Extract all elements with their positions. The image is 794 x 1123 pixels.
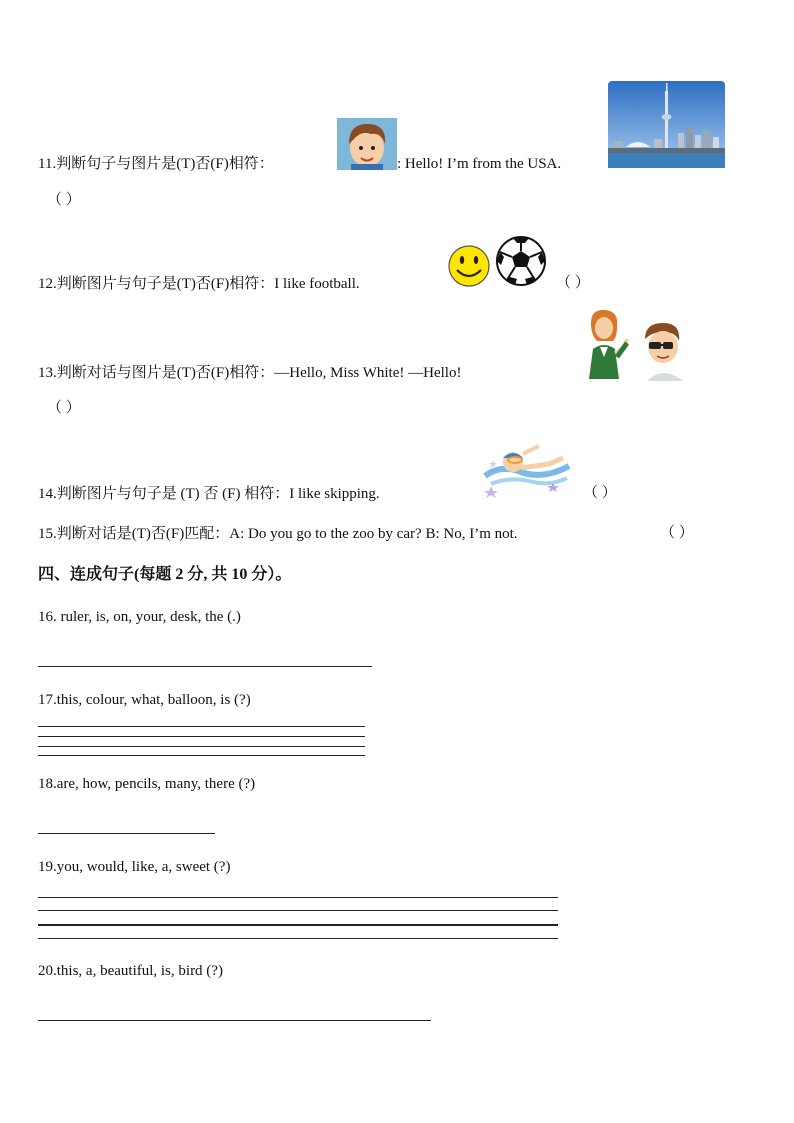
sentence-words: ruler, is, on, your, desk, the (.) bbox=[56, 609, 241, 625]
answer-line bbox=[38, 726, 365, 727]
sentence-16 bbox=[38, 607, 241, 627]
teacher-and-boy-icon bbox=[583, 309, 695, 381]
question-11 bbox=[38, 154, 274, 174]
section-4-title: 四、连成句子(每题 2 分, 共 10 分）。 bbox=[38, 566, 292, 583]
question-12 bbox=[38, 274, 360, 294]
question-13 bbox=[38, 363, 461, 383]
sentence-number: 17. bbox=[38, 692, 57, 708]
sentence-words: you, would, like, a, sweet (?) bbox=[56, 859, 231, 875]
answer-line bbox=[38, 736, 365, 737]
question-number: 15. bbox=[38, 526, 57, 542]
sentence-17 bbox=[38, 690, 251, 710]
answer-line bbox=[38, 746, 365, 747]
question-prompt: 判断对话是(T)否(F)匹配： bbox=[56, 526, 230, 542]
answer-line bbox=[38, 897, 558, 898]
sentence-number: 20. bbox=[38, 963, 57, 979]
answer-line bbox=[38, 938, 558, 939]
question-text: I like football. bbox=[274, 276, 360, 292]
sentence-number: 18. bbox=[38, 776, 57, 792]
question-14-answer: （ ） bbox=[583, 485, 617, 501]
question-number: 14. bbox=[38, 486, 57, 502]
sentence-words: this, colour, what, balloon, is (?) bbox=[56, 692, 251, 708]
question-number: 13. bbox=[38, 365, 57, 381]
answer-line bbox=[38, 755, 365, 756]
question-15-answer: （ ） bbox=[660, 525, 694, 541]
question-text: I like skipping. bbox=[289, 486, 380, 502]
question-text: —Hello, Miss White! —Hello! bbox=[274, 365, 462, 381]
swimming-boy-icon bbox=[481, 436, 573, 498]
boy-face-icon bbox=[337, 118, 397, 170]
sentence-number: 19. bbox=[38, 859, 57, 875]
question-prompt: 判断图片与句子是(T)否(F)相符： bbox=[56, 276, 275, 292]
answer-line bbox=[38, 833, 215, 834]
soccer-ball-icon bbox=[495, 235, 547, 287]
question-number: 12. bbox=[38, 276, 57, 292]
question-text: A: Do you go to the zoo by car? B: No, I’m not. bbox=[229, 526, 518, 542]
sentence-number: 16. bbox=[38, 609, 57, 625]
sentence-words: are, how, pencils, many, there (?) bbox=[56, 776, 256, 792]
question-number: 11. bbox=[38, 156, 57, 172]
answer-line bbox=[38, 924, 558, 926]
sentence-20 bbox=[38, 961, 223, 981]
question-11-text: : Hello! I’m from the USA. bbox=[397, 156, 562, 172]
question-prompt: 判断句子与图片是(T)否(F)相符： bbox=[56, 156, 274, 172]
answer-line bbox=[38, 666, 372, 667]
question-13-answer: （ ） bbox=[47, 400, 81, 416]
question-12-answer: （ ） bbox=[556, 275, 590, 291]
answer-line bbox=[38, 910, 558, 911]
question-11-answer: （ ） bbox=[47, 192, 81, 208]
sentence-words: this, a, beautiful, is, bird (?) bbox=[56, 963, 223, 979]
city-tower-skyline-photo bbox=[608, 81, 725, 168]
sentence-18 bbox=[38, 774, 255, 794]
smiley-face-icon bbox=[447, 244, 491, 288]
answer-line bbox=[38, 1020, 431, 1021]
question-14 bbox=[38, 484, 380, 504]
question-15 bbox=[38, 524, 518, 544]
question-prompt: 判断对话与图片是(T)否(F)相符： bbox=[56, 365, 275, 381]
question-prompt: 判断图片与句子是 (T) 否 (F) 相符： bbox=[56, 486, 290, 502]
sentence-19 bbox=[38, 857, 230, 877]
